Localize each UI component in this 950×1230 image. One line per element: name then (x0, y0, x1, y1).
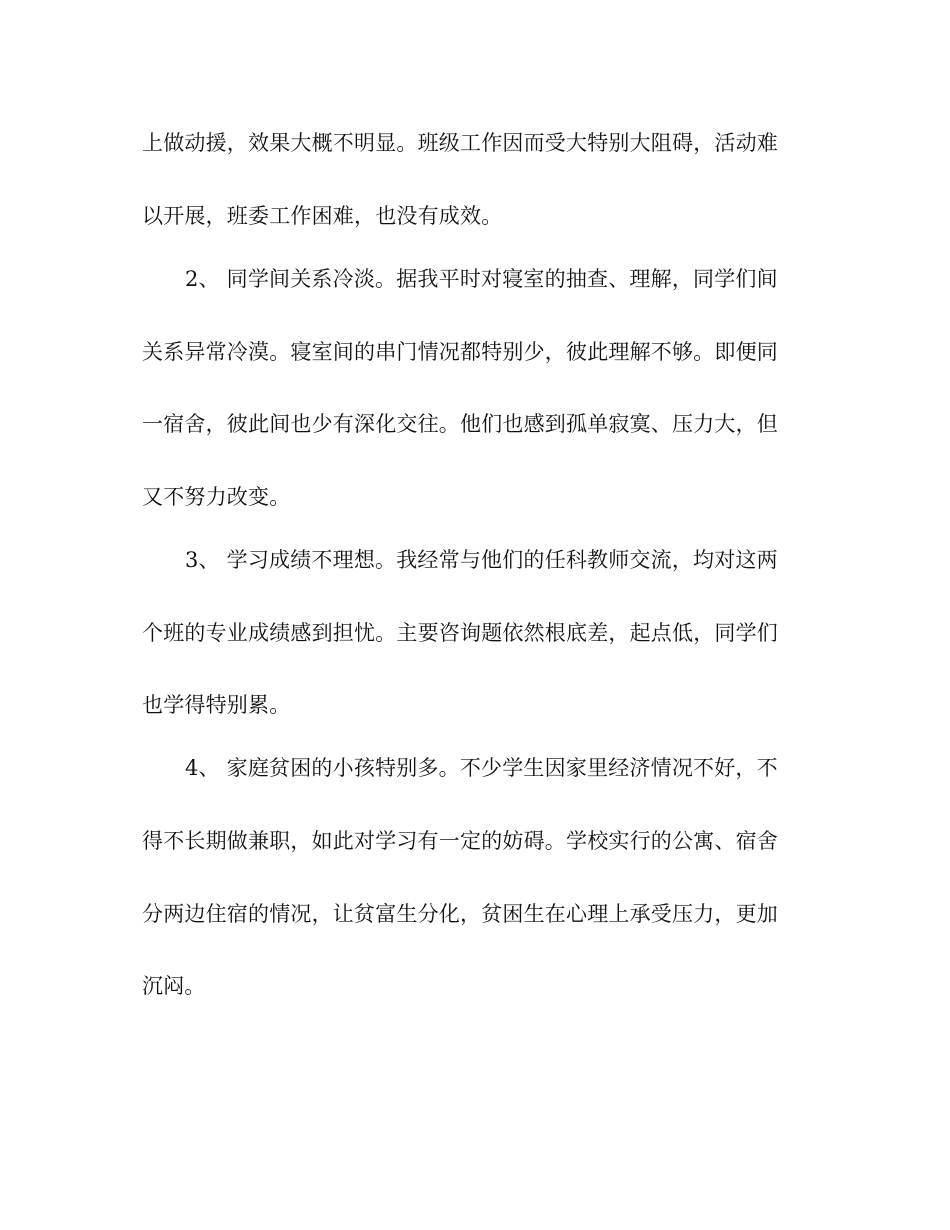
list-item-4-line-3: 分两边住宿的情况，让贫富生分化，贫困生在心理上承受压力，更加 (142, 902, 778, 926)
list-item-3-line-2: 个班的专业成绩感到担忧。主要咨询题依然根底差，起点低，同学们 (142, 621, 778, 645)
text-line-1: 上做动援，效果大概不明显。班级工作因而受大特别大阻碍，活动难 (142, 131, 778, 155)
list-item-4-line-4: 沉闷。 (142, 974, 206, 998)
list-item-3-line-1: 3、 学习成绩不理想。我经常与他们的任科教师交流，均对这两 (185, 548, 778, 572)
list-item-2-line-4: 又不努力改变。 (142, 485, 291, 509)
list-item-2-line-1: 2、 同学间关系冷淡。据我平时对寝室的抽查、理解，同学们间 (185, 267, 778, 291)
list-item-4-line-2: 得不长期做兼职，如此对学习有一定的妨碍。学校实行的公寓、宿舍 (142, 829, 778, 853)
list-item-3-line-3: 也学得特别累。 (142, 693, 291, 717)
list-item-2-line-3: 一宿舍，彼此间也少有深化交往。他们也感到孤单寂寞、压力大，但 (142, 412, 778, 436)
list-item-4-line-1: 4、 家庭贫困的小孩特别多。不少学生因家里经济情况不好，不 (185, 756, 778, 780)
text-line-2: 以开展，班委工作困难，也没有成效。 (142, 204, 503, 228)
list-item-2-line-2: 关系异常冷漠。寝室间的串门情况都特别少，彼此理解不够。即便同 (142, 340, 778, 364)
